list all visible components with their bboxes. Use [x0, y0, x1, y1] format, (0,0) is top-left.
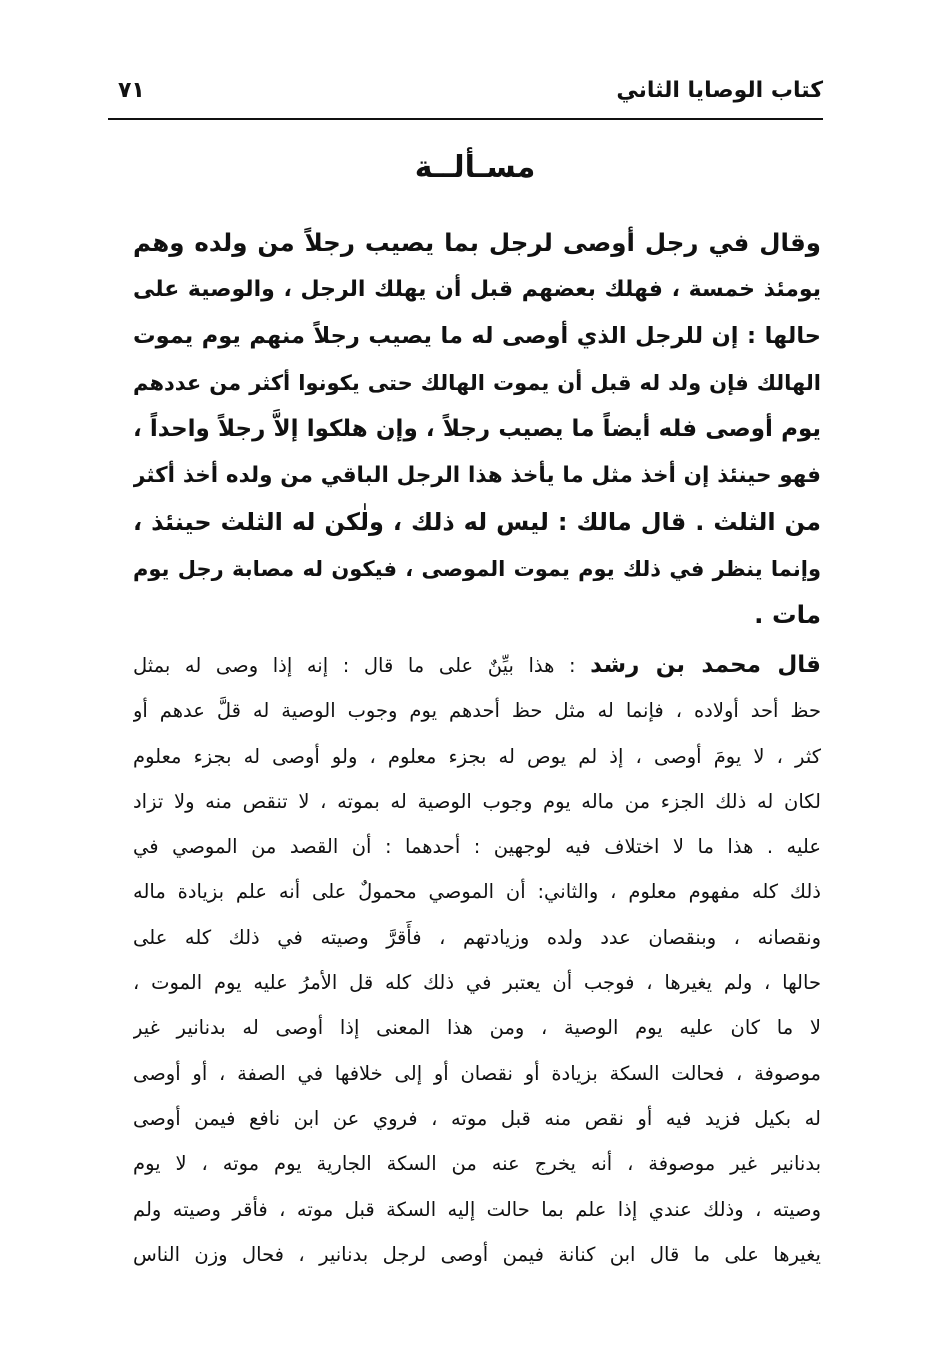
paragraph-1-line: الهالك فإن ولد له قبل أن يموت الهالك حتى يكونوا أكثر من عددهم	[133, 370, 821, 395]
commentary-first-line-text: : هذا بيِّنٌ على ما قال : إنه إذا وصى له بمثل	[133, 654, 591, 677]
paragraph-1	[133, 220, 821, 639]
paragraph-2-line: ذلك كله مفهوم معلوم ، والثاني: أن الموصي محمولٌ على أنه علم بزيادة ماله	[133, 880, 821, 904]
paragraph-2-line: له بكيل فزيد فيه أو نقص منه قبل موته ، فروي عن ابن نافع فيمن أوصى	[133, 1106, 821, 1130]
paragraph-2-line: لكان له ذلك الجزء من ماله يوم وجوب الوصية له بموته ، لا تنقص منه ولا تزاد	[133, 789, 821, 813]
paragraph-1-line: من الثلث . قال مالك : ليس له ذلك ، ولٰكن له الثلث حينئذ ،	[133, 508, 821, 536]
paragraph-2-line: كثر ، لا يومَ أوصى ، إذ لم يوص له بجزء معلوم ، ولو أوصى له بجزء معلوم	[133, 744, 821, 768]
page-header	[108, 74, 823, 120]
section-title: مسـألــة	[414, 150, 536, 185]
header-title: كتاب الوصايا الثاني	[616, 78, 823, 103]
paragraph-2-line: حظ أحد أولاده ، فإنما له مثل حظ أحدهم يوم وجوب الوصية له قلَّ عدهم أو	[133, 699, 821, 723]
paragraph-2-line: ونقصانه ، وبنقصان عدد ولده وزيادتهم ، فأَقرَّ وصيته في ذلك كله على	[133, 925, 821, 949]
paragraph-1-line: يومئذ خمسة ، فهلك بعضهم قبل أن يهلك الرجل ، والوصية على	[133, 276, 821, 302]
paragraph-2-line: عليه . هذا ما لا اختلاف فيه لوجهين : أحدهما : أن القصد من الموصي في	[133, 835, 821, 859]
paragraph-1-line: فهو حينئذ إن أخذ مثل ما يأخذ هذا الرجل الباقي من ولده أخذ أكثر	[133, 462, 821, 488]
page-number: ٧١	[118, 78, 145, 103]
paragraph-2-line: وصيته ، وذلك عندي إذا علم بما حالت إليه السكة قبل موته ، فأقر وصيته ولم	[133, 1197, 821, 1221]
paragraph-2-line: بدنانير غير موصوفة ، أنه يخرج عنه من السكة الجارية يوم موته ، لا يوم	[133, 1152, 821, 1176]
paragraph-2	[133, 643, 821, 1277]
paragraph-2-line: يغيرها على ما قال ابن كنانة فيمن أوصى لرجل بدنانير ، فحال وزن الناس	[133, 1242, 821, 1266]
paragraph-2-line: لا ما كان عليه يوم الوصية ، ومن هذا المعنى إذا أوصى له بدنانير غير	[133, 1016, 821, 1040]
paragraph-2-first-line	[133, 643, 821, 688]
paragraph-2-line: موصوفة ، فحالت السكة بزيادة أو نقصان أو إلى خلافها في الصفة ، أو أوصى	[133, 1061, 821, 1085]
paragraph-1-line: حالها : إن للرجل الذي أوصى له ما يصيب رجلاً منهم يوم يموت	[133, 323, 821, 349]
paragraph-2-line: حالها ، ولم يغيرها ، فوجب أن يعتبر في ذلك كله قل الأمرُ عليه يوم الموت ،	[133, 971, 821, 995]
paragraph-1-line: مات .	[754, 600, 821, 629]
paragraph-1-line: وإنما ينظر في ذلك يوم يموت الموصى ، فيكون له مصابة رجل يوم	[133, 556, 821, 581]
header-rule	[108, 118, 823, 120]
commentary-lead: قال محمد بن رشد	[590, 652, 821, 678]
paragraph-1-line: وقال في رجل أوصى لرجل بما يصيب رجلاً من ولده وهم	[133, 228, 821, 257]
paragraph-1-line: يوم أوصى فله أيضاً ما يصيب رجلاً ، وإن هلكوا إلاَّ رجلاً واحداً ،	[133, 416, 821, 442]
